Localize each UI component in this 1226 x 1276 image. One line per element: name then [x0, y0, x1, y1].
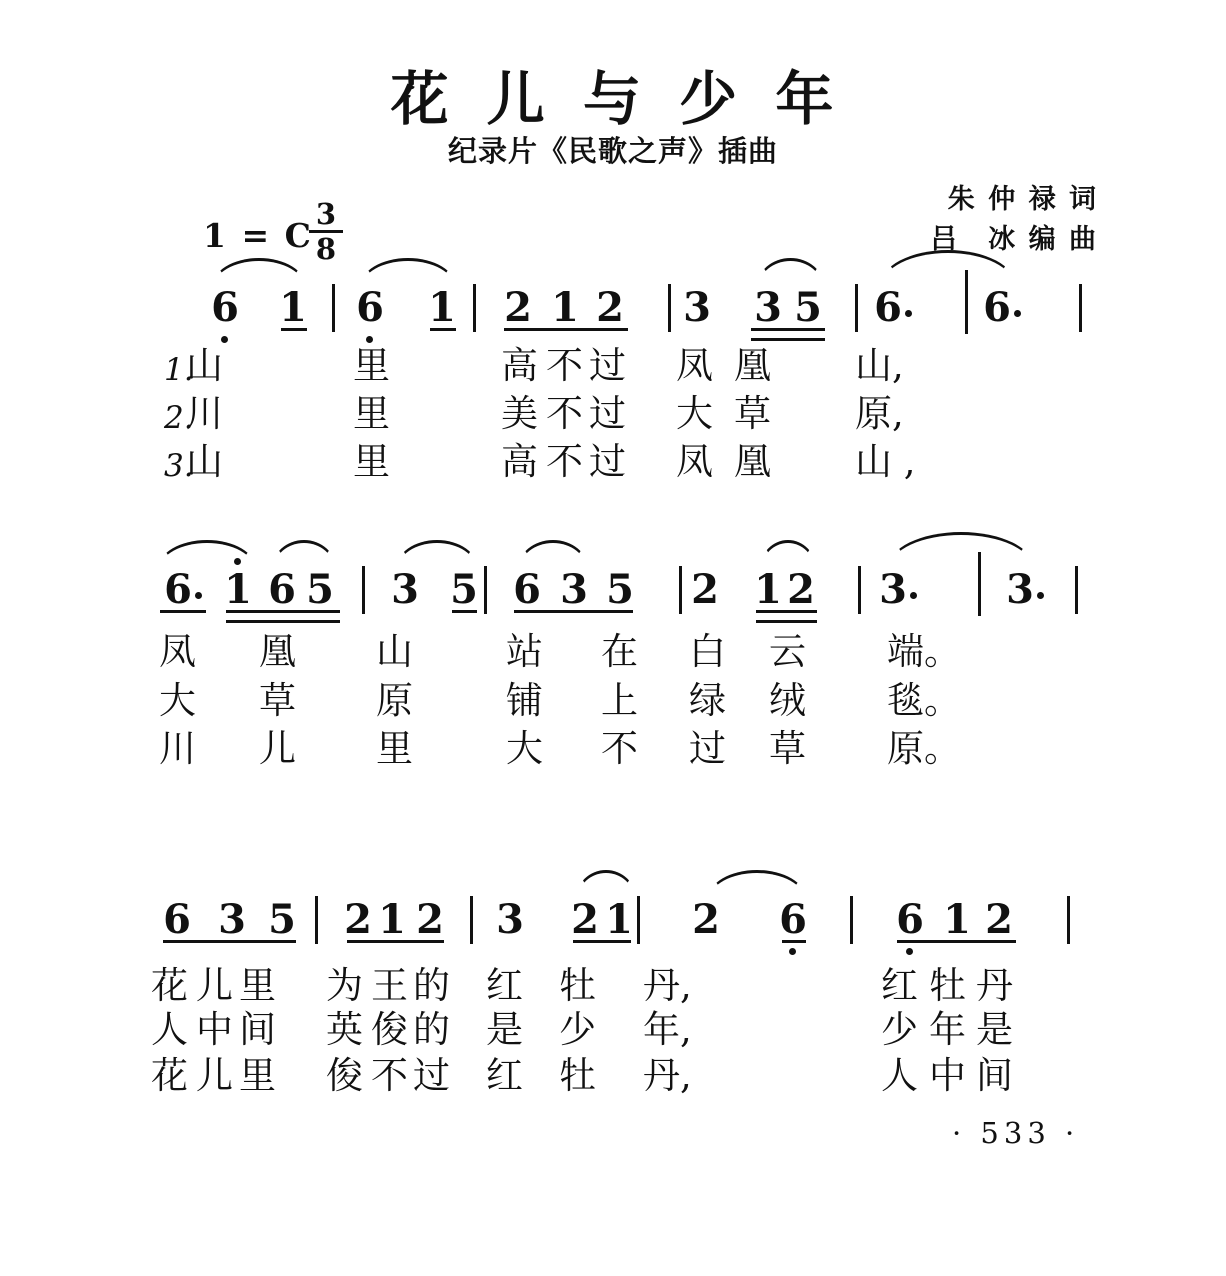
- slur: [158, 540, 256, 569]
- lyric-syllable: 俊: [371, 1008, 408, 1051]
- augmentation-dot: [1014, 310, 1021, 317]
- song-subtitle: 纪录片《民歌之声》插曲: [447, 134, 778, 168]
- low-octave-dot: [366, 336, 373, 343]
- lyric-syllable: 原: [376, 679, 413, 722]
- time-signature-numerator: 3: [315, 197, 337, 231]
- note-3: 3: [560, 566, 588, 613]
- augmentation-dot: [1037, 592, 1044, 599]
- lyric-syllable: 里: [239, 1054, 276, 1097]
- barline: [965, 270, 968, 334]
- note-6: 6: [356, 284, 384, 331]
- augmentation-dot: [195, 592, 202, 599]
- lyric-syllable: 上: [601, 679, 638, 722]
- note-6: 6: [163, 896, 191, 943]
- lyric-syllable: 草: [734, 392, 771, 435]
- lyric-syllable: 中: [196, 1008, 233, 1051]
- note-5: 5: [268, 896, 296, 943]
- lyric-syllable: 过: [589, 440, 626, 483]
- lyric-syllable: 端。: [887, 630, 961, 673]
- lyric-syllable: 年: [929, 1008, 966, 1051]
- lyric-syllable: 间: [239, 1008, 276, 1051]
- low-octave-dot: [906, 948, 913, 955]
- lyric-syllable: 不: [601, 727, 638, 770]
- barline: [855, 284, 858, 332]
- lyric-syllable: 大: [676, 392, 713, 435]
- lyric-syllable: 间: [976, 1054, 1013, 1097]
- note-5: 5: [450, 566, 478, 613]
- note-1: 1: [428, 284, 456, 331]
- barline: [679, 566, 682, 614]
- slur: [888, 532, 1034, 568]
- note-1: 1: [943, 896, 971, 943]
- slur: [760, 540, 816, 569]
- lyric-syllable: 丹,: [643, 964, 692, 1007]
- note-1: 1: [378, 896, 406, 943]
- lyric-syllable: 凰: [734, 440, 771, 483]
- lyric-syllable: 山: [186, 440, 223, 483]
- note-1: 1: [551, 284, 579, 331]
- key-signature: 1 = C: [203, 216, 313, 255]
- lyric-syllable: 为: [326, 964, 363, 1007]
- barline: [484, 566, 487, 614]
- lyric-syllable: 王: [371, 964, 408, 1007]
- slur: [576, 870, 636, 899]
- slur: [212, 258, 306, 287]
- lyric-syllable: 少: [881, 1008, 918, 1051]
- note-3: 3: [1006, 566, 1034, 613]
- lyric-syllable: 花: [151, 964, 188, 1007]
- lyric-syllable: 儿: [259, 727, 296, 770]
- lyric-syllable: 高: [501, 440, 538, 483]
- song-title: 花 儿 与 少 年: [390, 65, 836, 133]
- lyric-syllable: 人: [151, 1008, 188, 1051]
- high-octave-dot: [234, 558, 241, 565]
- barline: [978, 552, 981, 616]
- lyric-syllable: 不: [546, 344, 583, 387]
- lyric-syllable: 里: [353, 344, 390, 387]
- note-2: 2: [344, 896, 372, 943]
- lyric-syllable: 草: [259, 679, 296, 722]
- lyric-syllable: 凰: [734, 344, 771, 387]
- note-2: 2: [416, 896, 444, 943]
- note-1: 1: [605, 896, 633, 943]
- lyric-syllable: 大: [159, 679, 196, 722]
- lyric-syllable: 不: [546, 440, 583, 483]
- barline: [362, 566, 365, 614]
- augmentation-dot: [910, 592, 917, 599]
- note-3: 3: [496, 896, 524, 943]
- lyric-syllable: 红: [486, 964, 523, 1007]
- note-2: 2: [571, 896, 599, 943]
- lyric-syllable: 不: [371, 1054, 408, 1097]
- note-1: 1: [224, 566, 252, 613]
- note-3: 3: [879, 566, 907, 613]
- note-6: 6: [896, 896, 924, 943]
- note-1: 1: [754, 566, 782, 613]
- lyric-syllable: 山,: [855, 344, 904, 387]
- composer-credit: 吕 冰 编 曲: [930, 224, 1098, 255]
- slur: [708, 870, 806, 899]
- lyric-syllable: 过: [689, 727, 726, 770]
- note-6: 6: [268, 566, 296, 613]
- lyric-syllable: 凤: [676, 344, 713, 387]
- lyric-syllable: 牡: [559, 1054, 596, 1097]
- lyric-syllable: 不: [546, 392, 583, 435]
- lyric-syllable: 绒: [769, 679, 806, 722]
- lyric-syllable: 云: [769, 630, 806, 673]
- lyric-syllable: 儿: [196, 1054, 233, 1097]
- lyric-syllable: 在: [601, 630, 638, 673]
- low-octave-dot: [789, 948, 796, 955]
- lyric-syllable: 高: [501, 344, 538, 387]
- lyric-syllable: 草: [769, 727, 806, 770]
- note-1: 1: [279, 284, 307, 331]
- note-6: 6: [779, 896, 807, 943]
- note-3: 3: [218, 896, 246, 943]
- note-2: 2: [787, 566, 815, 613]
- lyric-syllable: 红: [486, 1054, 523, 1097]
- lyric-syllable: 白: [689, 630, 726, 673]
- credits-block: [930, 180, 1098, 260]
- lyric-syllable: 过: [589, 392, 626, 435]
- lyric-syllable: 是: [486, 1008, 523, 1051]
- lyric-syllable: 凰: [259, 630, 296, 673]
- note-5: 5: [794, 284, 822, 331]
- note-6: 6: [211, 284, 239, 331]
- lyric-syllable: 俊: [326, 1054, 363, 1097]
- lyric-syllable: 过: [413, 1054, 450, 1097]
- note-6: 6: [513, 566, 541, 613]
- lyric-syllable: 毯。: [887, 679, 961, 722]
- lyric-syllable: 人: [881, 1054, 918, 1097]
- barline: [315, 896, 318, 944]
- lyric-syllable: 凤: [159, 630, 196, 673]
- lyric-syllable: 少: [559, 1008, 596, 1051]
- lyric-syllable: 凤: [676, 440, 713, 483]
- note-2: 2: [596, 284, 624, 331]
- barline: [637, 896, 640, 944]
- lyric-syllable: 里: [376, 727, 413, 770]
- lyric-syllable: 绿: [689, 679, 726, 722]
- barline: [1075, 566, 1078, 614]
- lyric-syllable: 的: [413, 1008, 450, 1051]
- lyric-syllable: 山: [376, 630, 413, 673]
- lyric-syllable: 山 ,: [855, 440, 916, 483]
- lyricist-credit: 朱 仲 禄 词: [947, 184, 1098, 215]
- lyric-syllable: 英: [326, 1008, 363, 1051]
- barline: [668, 284, 671, 332]
- lyric-syllable: 丹,: [643, 1054, 692, 1097]
- lyric-syllable: 站: [506, 630, 543, 673]
- barline: [470, 896, 473, 944]
- barline: [858, 566, 861, 614]
- verse-number: 1.: [164, 352, 194, 388]
- verse-number: 3.: [164, 448, 194, 484]
- note-5: 5: [606, 566, 634, 613]
- page-number: · 533 ·: [952, 1116, 1080, 1150]
- lyric-syllable: 过: [589, 344, 626, 387]
- lyric-syllable: 中: [929, 1054, 966, 1097]
- barline: [332, 284, 335, 332]
- lyric-syllable: 大: [506, 727, 543, 770]
- lyric-syllable: 里: [353, 440, 390, 483]
- note-2: 2: [504, 284, 532, 331]
- note-2: 2: [692, 896, 720, 943]
- note-2: 2: [985, 896, 1013, 943]
- slur: [272, 540, 336, 569]
- lyric-syllable: 丹: [976, 964, 1013, 1007]
- lyric-syllable: 铺: [506, 679, 543, 722]
- lyric-syllable: 美: [501, 392, 538, 435]
- note-5: 5: [306, 566, 334, 613]
- slur: [396, 540, 478, 569]
- note-6: 6: [164, 566, 192, 613]
- note-3: 3: [391, 566, 419, 613]
- lyric-syllable: 原,: [855, 392, 904, 435]
- verse-number: 2.: [164, 400, 194, 436]
- lyric-syllable: 川: [186, 392, 223, 435]
- lyric-syllable: 牡: [929, 964, 966, 1007]
- note-3: 3: [754, 284, 782, 331]
- note-3: 3: [683, 284, 711, 331]
- lyric-syllable: 的: [413, 964, 450, 1007]
- lyric-syllable: 红: [881, 964, 918, 1007]
- lyric-syllable: 原。: [887, 727, 961, 770]
- lyric-syllable: 牡: [559, 964, 596, 1007]
- lyric-syllable: 里: [239, 964, 276, 1007]
- barline: [1079, 284, 1082, 332]
- lyric-syllable: 儿: [196, 964, 233, 1007]
- lyric-syllable: 川: [159, 727, 196, 770]
- barline: [473, 284, 476, 332]
- slur: [518, 540, 588, 569]
- time-signature-denominator: 8: [315, 232, 337, 266]
- lyric-syllable: 里: [353, 392, 390, 435]
- barline: [850, 896, 853, 944]
- lyric-syllable: 花: [151, 1054, 188, 1097]
- slur: [757, 258, 824, 287]
- barline: [1067, 896, 1070, 944]
- lyric-syllable: 是: [976, 1008, 1013, 1051]
- time-signature: [306, 199, 346, 264]
- note-2: 2: [691, 566, 719, 613]
- low-octave-dot: [221, 336, 228, 343]
- lyric-syllable: 年,: [643, 1008, 692, 1051]
- note-6: 6: [874, 284, 902, 331]
- augmentation-dot: [905, 310, 912, 317]
- slur: [360, 258, 456, 287]
- lyric-syllable: 山: [186, 344, 223, 387]
- note-6: 6: [983, 284, 1011, 331]
